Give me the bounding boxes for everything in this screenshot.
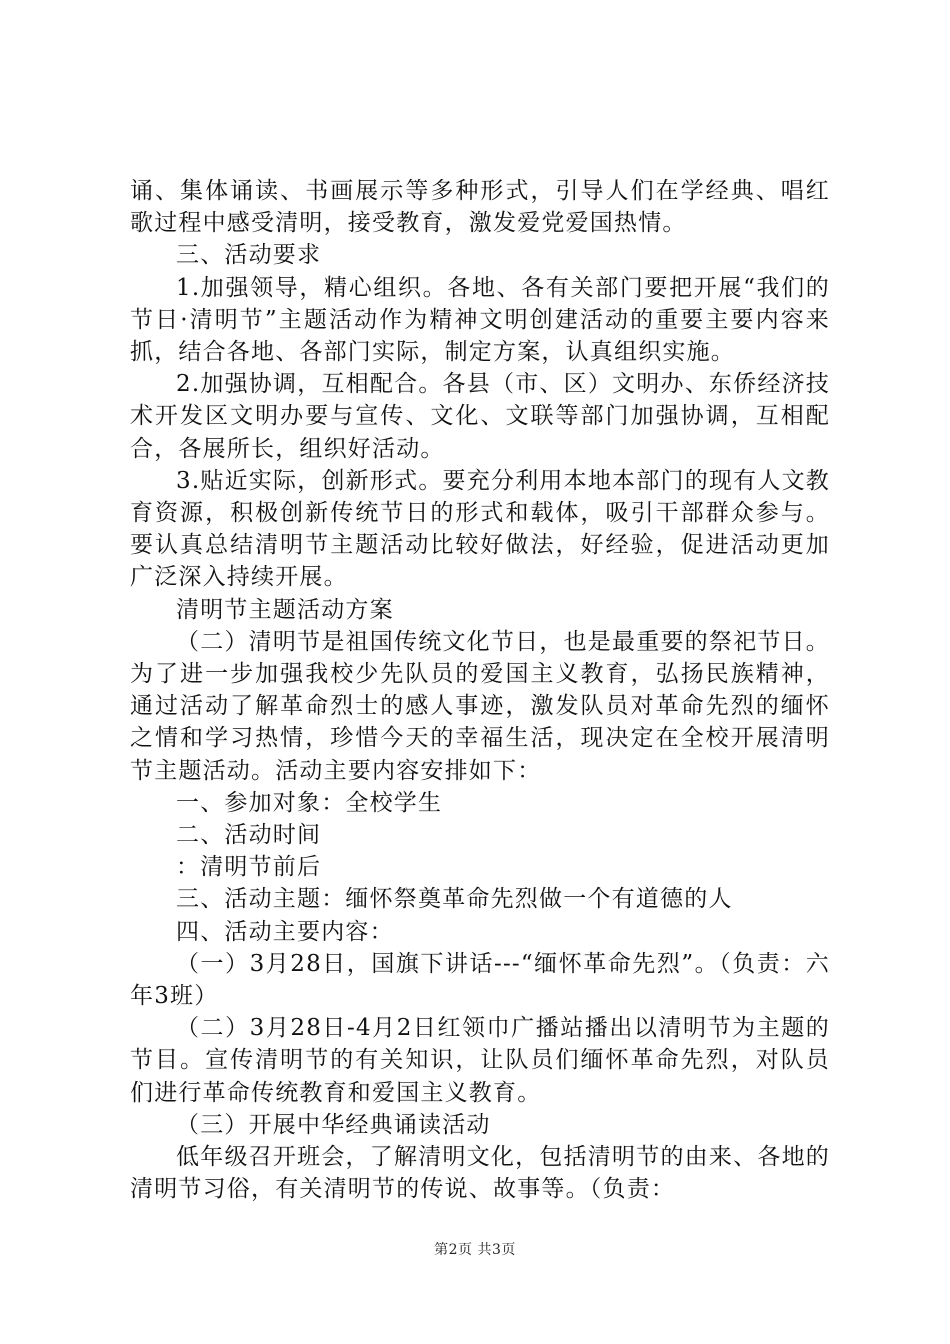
paragraph: 3.贴近实际，创新形式。要充分利用本地本部门的现有人文教育资源，积极创新传统节日的形式和载体，吸引干部群众参与。要认真总结清明节主题活动比较好做法，好经验，促进活动更加广泛深入持续开展。 xyxy=(130,467,830,591)
paragraph: 一、参加对象：全校学生 xyxy=(176,789,443,816)
document-body xyxy=(130,175,830,1206)
paragraph: 三、活动主题：缅怀祭奠革命先烈做一个有道德的人 xyxy=(176,886,733,913)
paragraph: 2.加强协调，互相配合。各县（市、区）文明办、东侨经济技术开发区文明办要与宣传、文化、文联等部门加强协调，互相配合，各展所长，组织好活动。 xyxy=(130,371,830,462)
paragraph: （二）清明节是祖国传统文化节日，也是最重要的祭祀节日。为了进一步加强我校少先队员的爱国主义教育，弘扬民族精神，通过活动了解革命烈士的感人事迹，激发队员对革命先烈的缅怀之情和学习热情，珍惜今天的幸福生活，现决定在全校开展清明节主题活动。活动主要内容安排如下： xyxy=(130,628,830,784)
paragraph: 四、活动主要内容： xyxy=(176,918,394,945)
paragraph: 三、活动要求 xyxy=(176,242,322,269)
paragraph: 二、活动时间 xyxy=(176,822,322,849)
paragraph: （一）3月28日，国旗下讲话---“缅怀革命先烈”。（负责：六年3班） xyxy=(130,950,830,1010)
paragraph: 1.加强领导，精心组织。各地、各有关部门要把开展“我们的节日·清明节”主题活动作为精神文明创建活动的重要主要内容来抓，结合各地、各部门实际，制定方案，认真组织实施。 xyxy=(130,274,830,366)
paragraph: 清明节主题活动方案 xyxy=(176,596,394,623)
paragraph: 低年级召开班会，了解清明文化，包括清明节的由来、各地的清明节习俗，有关清明节的传说、故事等。（负责： xyxy=(130,1144,830,1203)
paragraph: ：清明节前后 xyxy=(176,854,322,881)
paragraph: （二）3月28日-4月2日红领巾广播站播出以清明节为主题的节目。宣传清明节的有关知识，让队员们缅怀革命先烈，对队员们进行革命传统教育和爱国主义教育。 xyxy=(130,1015,830,1106)
page-number-footer: 第2页 共3页 xyxy=(434,1242,516,1258)
paragraph: 诵、集体诵读、书画展示等多种形式，引导人们在学经典、唱红歌过程中感受清明，接受教育，激发爱党爱国热情。 xyxy=(130,178,830,237)
paragraph: （三）开展中华经典诵读活动 xyxy=(176,1111,491,1138)
